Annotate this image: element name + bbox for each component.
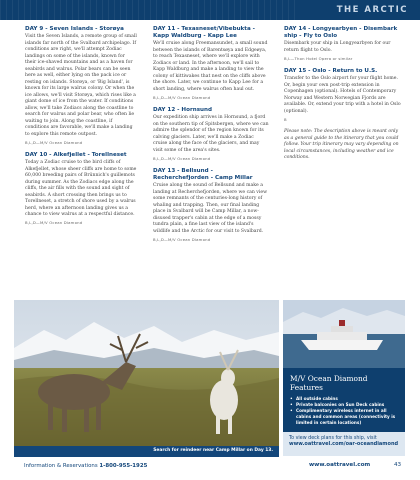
day-13-title: DAY 13 - Bellsund - Recherchefjorden - Camp Millar: [153, 168, 253, 181]
deck-plans-text: To view deck plans for this ship, visit: [289, 436, 377, 441]
day-12-body: Our expedition ship arrives in Hornsund, a fjord on the southern tip of Spitsbergen, where we can admire the splendor of the region known for its calving glaciers. Later, we'll make a Zodiac cruise along the face of the glaciers, and may visit some of the area's sites.: [153, 115, 269, 153]
day-13-body: Cruise along the sound of Bellsund and make a landing at Recherchefjorden, where we can view some remnants of the centuries-long history of whaling and trapping. Then, our final landing place in Svalbard will be Camp Millar, a now-disused trapper's cabin at the edge of a mossy tundra plain, a fine last view of the island's wildlife and the Arctic for our visit to Svalbard.: [153, 183, 268, 234]
page-number: 43: [394, 462, 402, 468]
banner-texture: [0, 0, 300, 20]
footer-reservations: [24, 463, 147, 469]
footer-url[interactable]: www.oattravel.com: [309, 462, 371, 468]
deck-plans-box: [283, 432, 405, 456]
feature-item: • Complimentary wireless internet in all cabins and common areas (connectivity is limited in certain locations): [290, 408, 398, 426]
itinerary-note: Please note: The description above is meant only as a general guide to the itinerary that you could follow. Your trip itinerary may vary depending on local circumstances, including weather and ice conditions.: [284, 129, 399, 160]
day-9-inclusions: B,L,D—M/V Ocean Diamond: [25, 139, 83, 145]
day-14-title: DAY 14 - Longyearbyen - Disembark ship - Fly to Oslo: [284, 26, 398, 39]
day-10-body: Today a Zodiac cruise to the bird cliffs of Alkefjellet, whose sheer cliffs are home to some 60,000 breeding pairs of Brünnich's guillemots during summer. As the Zodiacs edge along the cliffs, the air fills with the sound and sight of seabirds. A short crossing then brings us to Torellneset, a stretch of shore used by a walrus herd, where an afternoon landing gives us a chance to view walrus at a respectful distance.: [25, 160, 137, 217]
ship-features-box: [283, 368, 405, 432]
day-12-title: DAY 12 - Hornsund: [153, 107, 212, 113]
day-10-title: DAY 10 - Alkefjellet - Torellneset: [25, 152, 127, 158]
day-11-title: DAY 11 - Texasneset/Vibebukta - Kapp Waldburg - Kapp Lee: [153, 26, 255, 39]
footer-label: Information & Reservations: [24, 463, 98, 469]
itinerary-column-3: [284, 26, 404, 162]
day-14-body: Disembark your ship in Longyearbyen for our return flight to Oslo.: [284, 41, 391, 53]
section-tag: THE ARCTIC: [336, 5, 408, 15]
features-list: [290, 396, 398, 426]
footer-phone[interactable]: 1-800-955-1925: [99, 463, 148, 469]
feature-item: • Private balconies on Sun Deck cabins: [290, 402, 398, 408]
day-9-body: Visit the Seven Islands, a remote group of small islands far north of the Svalbard archipelago. If conditions are right, we'll attempt Zodiac landings on some of the islands, known for their ice-shaved mountains and as a haven for seabirds and walrus. Polar bears can be seen here as well, either lying on the pack ice or resting on islands. Storøya, or 'Big Island', is known for its large walrus colony. Or when the ice allows, we'll visit Storøya, which rises like a giant dome of ice from the water. If conditions allow, we'll take Zodiacs along the coastline to search for walrus and polar bear, who often lie waiting to join. Along the coastline, if conditions are favorable, we'll make a landing to explore this remote outpost.: [25, 34, 137, 137]
itinerary-column-1: [25, 26, 137, 233]
day-11-body: We'll cruise along Freemansundet, a small sound between the islands of Barentsøya and Edgeøya, to reach Texasneset, where we'll explore with Zodiacs or land. In the afternoon, we'll sail to Kapp Waldburg and make a landing to view the colony of kittiwakes that nest on the cliffs above the shore. Later, we continue to Kapp Lee for a short landing, where walrus often haul out.: [153, 41, 268, 92]
day-10-inclusions: B,L,D—M/V Ocean Diamond: [25, 220, 83, 225]
day-11-inclusions: B,L,D—M/V Ocean Diamond: [153, 94, 211, 100]
features-title: M/V Ocean Diamond Features: [290, 374, 368, 392]
day-15-title: DAY 15 - Oslo - Return to U.S.: [284, 68, 378, 74]
reindeer-photo: [14, 300, 279, 446]
ship-scene-graphic: [283, 300, 405, 368]
day-15-inclusions: B: [284, 116, 287, 122]
top-banner: [0, 0, 420, 20]
reindeer-scene-graphic: [14, 300, 279, 446]
itinerary-column-2: [153, 26, 269, 249]
ship-photo: [283, 300, 405, 368]
day-14-inclusions: B,L—Thon Hotel Opera or similar: [284, 55, 353, 61]
day-15-body: Transfer to the Oslo airport for your flight home. Or, begin your own post-trip extension in Copenhagen (optional). Hotels of Contemporary Norway and Western Norwegian Fjords are available. Or, extend your trip with a hotel in Oslo (optional).: [284, 76, 401, 114]
day-13-inclusions: B,L,D—M/V Ocean Diamond: [153, 236, 211, 242]
photo-caption-bar: [14, 446, 279, 457]
photo-caption: Search for reindeer near Camp Millar on Day 13.: [153, 448, 273, 453]
day-9-title: DAY 9 - Seven Islands - Storøya: [25, 26, 124, 32]
feature-item: • All outside cabins: [290, 396, 398, 402]
day-12-inclusions: B,L,D—M/V Ocean Diamond: [153, 155, 211, 161]
deck-plans-link[interactable]: www.oattravel.com/oar-oceandiamond: [289, 441, 399, 447]
